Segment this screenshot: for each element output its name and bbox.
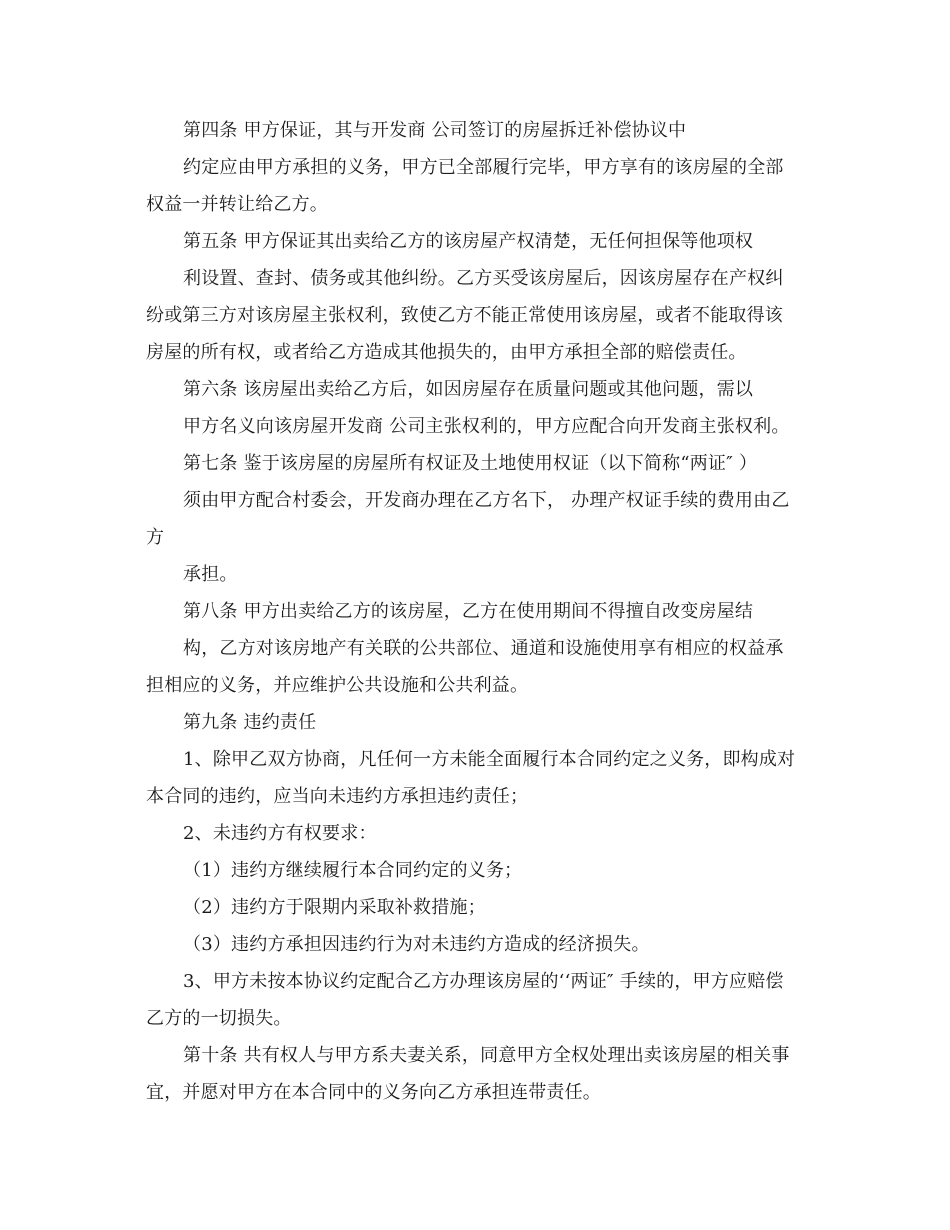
text-line: （3）违约方承担因违约行为对未违约方造成的经济损失。: [183, 934, 650, 955]
text-line: 宜，并愿对甲方在本合同中的义务向乙方承担连带责任。: [146, 1082, 601, 1103]
text-line: 第九条 违约责任: [183, 712, 317, 733]
text-line: 约定应由甲方承担的义务，甲方已全部履行完毕，甲方享有的该房屋的全部: [183, 157, 784, 178]
text-line: 利设置、查封、债务或其他纠纷。乙方买受该房屋后，因该房屋存在产权纠: [183, 268, 784, 289]
text-line: 第五条 甲方保证其出卖给乙方的该房屋产权清楚，无任何担保等他项权: [183, 231, 754, 252]
text-line: 2、未违约方有权要求：: [183, 823, 377, 844]
text-line: 第十条 共有权人与甲方系夫妻关系，同意甲方全权处理出卖该房屋的相关事: [183, 1045, 790, 1066]
text-line: 构，乙方对该房地产有关联的公共部位、通道和设施使用享有相应的权益承: [183, 638, 784, 659]
text-line: 1、除甲乙双方协商，凡任何一方未能全面履行本合同约定之义务，即构成对: [183, 749, 796, 770]
text-line: 承担。: [183, 564, 238, 585]
text-line: 本合同的违约，应当向未违约方承担违约责任；: [146, 786, 529, 807]
text-line: 房屋的所有权，或者给乙方造成其他损失的，由甲方承担全部的赔偿责任。: [146, 342, 747, 363]
text-line: 甲方名义向该房屋开发商 公司主张权利的，甲方应配合向开发商主张权利。: [183, 416, 790, 437]
text-line: 3、甲方未按本协议约定配合乙方办理该房屋的‘‘两证″ 手续的，甲方应赔偿: [183, 971, 784, 992]
text-line: 第四条 甲方保证，其与开发商 公司签订的房屋拆迁补偿协议中: [183, 120, 687, 141]
text-line: 担相应的义务，并应维护公共设施和公共利益。: [146, 675, 529, 696]
text-line: 第七条 鉴于该房屋的房屋所有权证及土地使用权证（以下简称“两证″ ）: [183, 453, 758, 474]
text-line: （1）违约方继续履行本合同约定的义务；: [183, 860, 523, 881]
text-line: 须由甲方配合村委会，开发商办理在乙方名下， 办理产权证手续的费用由乙: [183, 490, 790, 511]
text-line: 纷或第三方对该房屋主张权利，致使乙方不能正常使用该房屋，或者不能取得该: [146, 305, 783, 326]
text-line: 第六条 该房屋出卖给乙方后，如因房屋存在质量问题或其他问题，需以: [183, 379, 754, 400]
text-line: 权益一并转让给乙方。: [146, 194, 328, 215]
text-line: 方: [146, 527, 165, 548]
text-line: 乙方的一切损失。: [146, 1008, 292, 1029]
text-line: 第八条 甲方出卖给乙方的该房屋，乙方在使用期间不得擅自改变房屋结: [183, 601, 754, 622]
text-line: （2）违约方于限期内采取补救措施；: [183, 897, 486, 918]
